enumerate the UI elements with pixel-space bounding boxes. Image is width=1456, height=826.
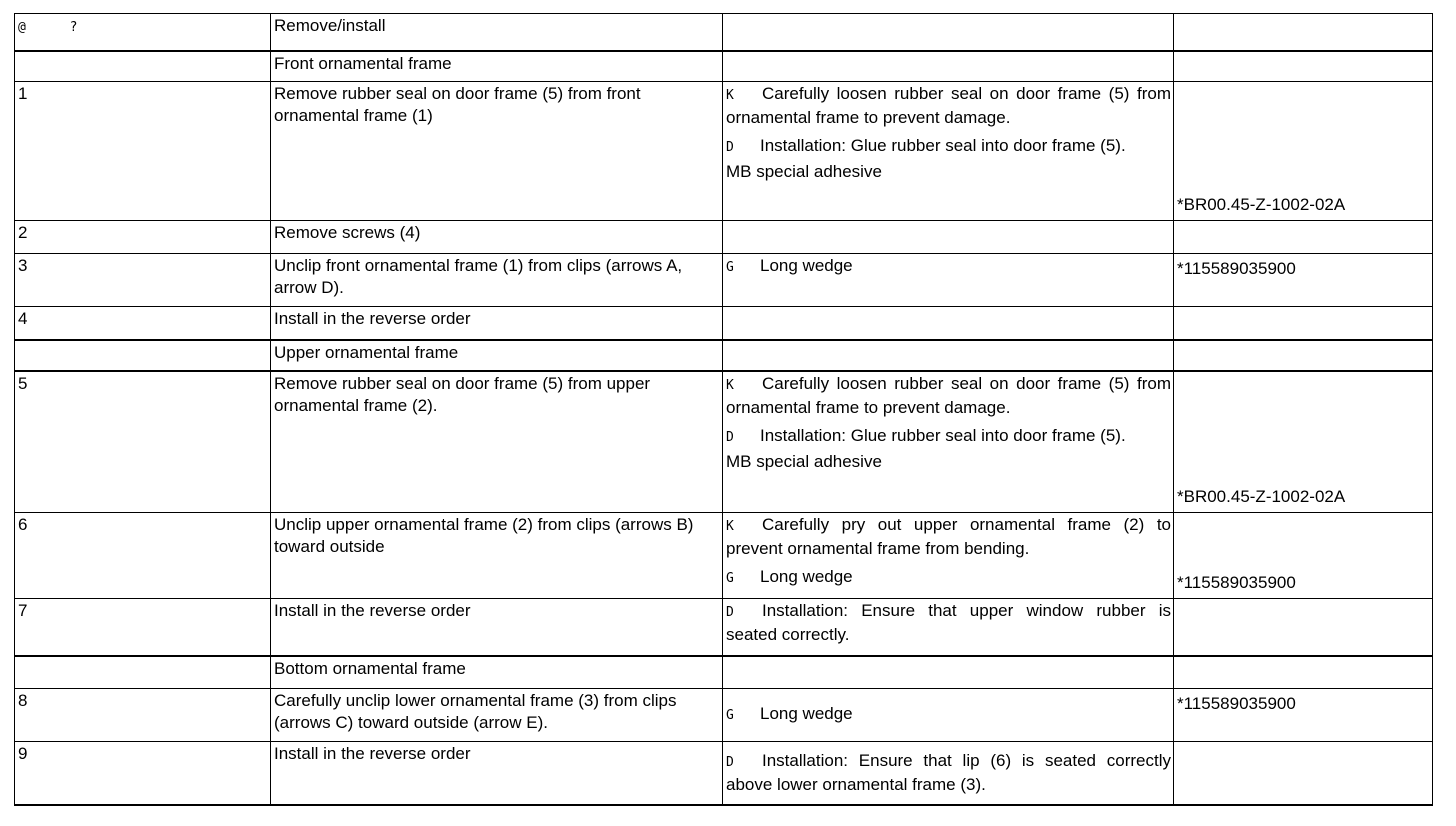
step-description: Unclip front ornamental frame (1) from clips (arrows A, arrow D). [271, 254, 723, 307]
tool-line: G Long wedge [726, 255, 1171, 279]
step-number: 3 [15, 254, 271, 307]
note-line: D Installation: Glue rubber seal into door frame (5). [726, 425, 1171, 449]
empty-cell [15, 656, 271, 689]
note-icon: D [726, 429, 734, 445]
empty-cell [723, 340, 1174, 371]
step-description: Unclip upper ornamental frame (2) from clips (arrows B) toward outside [271, 513, 723, 599]
part-number: *BR00.45-Z-1002-02A [1174, 82, 1433, 221]
empty-cell [723, 307, 1174, 340]
note-line: D Installation: Ensure that upper window rubber is seated correctly. [726, 601, 1171, 644]
note-icon: D [726, 605, 734, 620]
tool-icon: G [726, 260, 734, 275]
material-line: MB special adhesive [726, 162, 882, 181]
tool-icon: G [726, 708, 734, 723]
section-title: Front ornamental frame [271, 51, 723, 82]
section-title: Bottom ornamental frame [271, 656, 723, 689]
tool-line: G Long wedge [726, 703, 1171, 727]
step-notes [723, 254, 1174, 307]
step-description: Install in the reverse order [271, 599, 723, 656]
empty-cell [1174, 340, 1433, 371]
part-number: *115589035900 [1174, 689, 1433, 742]
note-line: D Installation: Glue rubber seal into door frame (5). [726, 135, 1171, 159]
note-icon: D [726, 755, 734, 770]
step-notes [723, 371, 1174, 513]
note-line: D Installation: Ensure that lip (6) is seated correctly above lower ornamental frame (3). [726, 751, 1171, 794]
empty-cell [723, 656, 1174, 689]
step-number: 9 [15, 742, 271, 805]
header-symbols: @ ? [15, 14, 271, 51]
step-number: 8 [15, 689, 271, 742]
material-line: MB special adhesive [726, 451, 882, 471]
table-row [15, 82, 1433, 221]
step-notes [723, 82, 1174, 221]
section-title: Upper ornamental frame [271, 340, 723, 371]
table-row [15, 221, 1433, 254]
step-number: 7 [15, 599, 271, 656]
caution-icon: K [726, 88, 734, 103]
caution-line: K Carefully pry out upper ornamental frame (2) to prevent ornamental frame from bending. [726, 515, 1171, 558]
part-number: *115589035900 [1174, 513, 1433, 599]
step-number: 6 [15, 513, 271, 599]
empty-cell [1174, 221, 1433, 254]
table-row [15, 689, 1433, 742]
section-row-upper [15, 340, 1433, 371]
header-row [15, 14, 1433, 51]
step-notes [723, 689, 1174, 742]
empty-cell [15, 340, 271, 371]
header-title: Remove/install [271, 14, 723, 51]
empty-cell [15, 51, 271, 82]
empty-cell [1174, 742, 1433, 805]
step-description: Install in the reverse order [271, 307, 723, 340]
caution-line: K Carefully loosen rubber seal on door frame (5) from ornamental frame to prevent damage. [726, 84, 1171, 127]
step-notes [723, 513, 1174, 599]
empty-cell [1174, 307, 1433, 340]
caution-line: K Carefully loosen rubber seal on door frame (5) from ornamental frame to prevent damage. [726, 373, 1171, 417]
procedure-table [14, 13, 1433, 806]
empty-cell [723, 221, 1174, 254]
tool-line: G Long wedge [726, 566, 1171, 590]
step-description: Carefully unclip lower ornamental frame (3) from clips (arrows C) toward outside (arrow E). [271, 689, 723, 742]
step-notes [723, 742, 1174, 805]
step-number: 4 [15, 307, 271, 340]
empty-cell [723, 51, 1174, 82]
empty-cell [1174, 599, 1433, 656]
empty-cell [1174, 14, 1433, 51]
step-description: Remove rubber seal on door frame (5) from upper ornamental frame (2). [271, 371, 723, 513]
note-icon: D [726, 140, 734, 155]
step-number: 5 [15, 371, 271, 513]
table-row [15, 307, 1433, 340]
caution-icon: K [726, 519, 734, 534]
step-number: 1 [15, 82, 271, 221]
empty-cell [1174, 656, 1433, 689]
empty-cell [1174, 51, 1433, 82]
table-row [15, 254, 1433, 307]
step-number: 2 [15, 221, 271, 254]
empty-cell [723, 14, 1174, 51]
step-notes [723, 599, 1174, 656]
tool-icon: G [726, 571, 734, 586]
table-row [15, 513, 1433, 599]
step-description: Remove rubber seal on door frame (5) from front ornamental frame (1) [271, 82, 723, 221]
table-row [15, 599, 1433, 656]
caution-icon: K [726, 377, 734, 393]
step-description: Install in the reverse order [271, 742, 723, 805]
step-description: Remove screws (4) [271, 221, 723, 254]
table-row [15, 742, 1433, 805]
table-row [15, 371, 1433, 513]
part-number: *115589035900 [1174, 254, 1433, 307]
section-row-front [15, 51, 1433, 82]
part-number: *BR00.45-Z-1002-02A [1174, 371, 1433, 513]
section-row-bottom [15, 656, 1433, 689]
